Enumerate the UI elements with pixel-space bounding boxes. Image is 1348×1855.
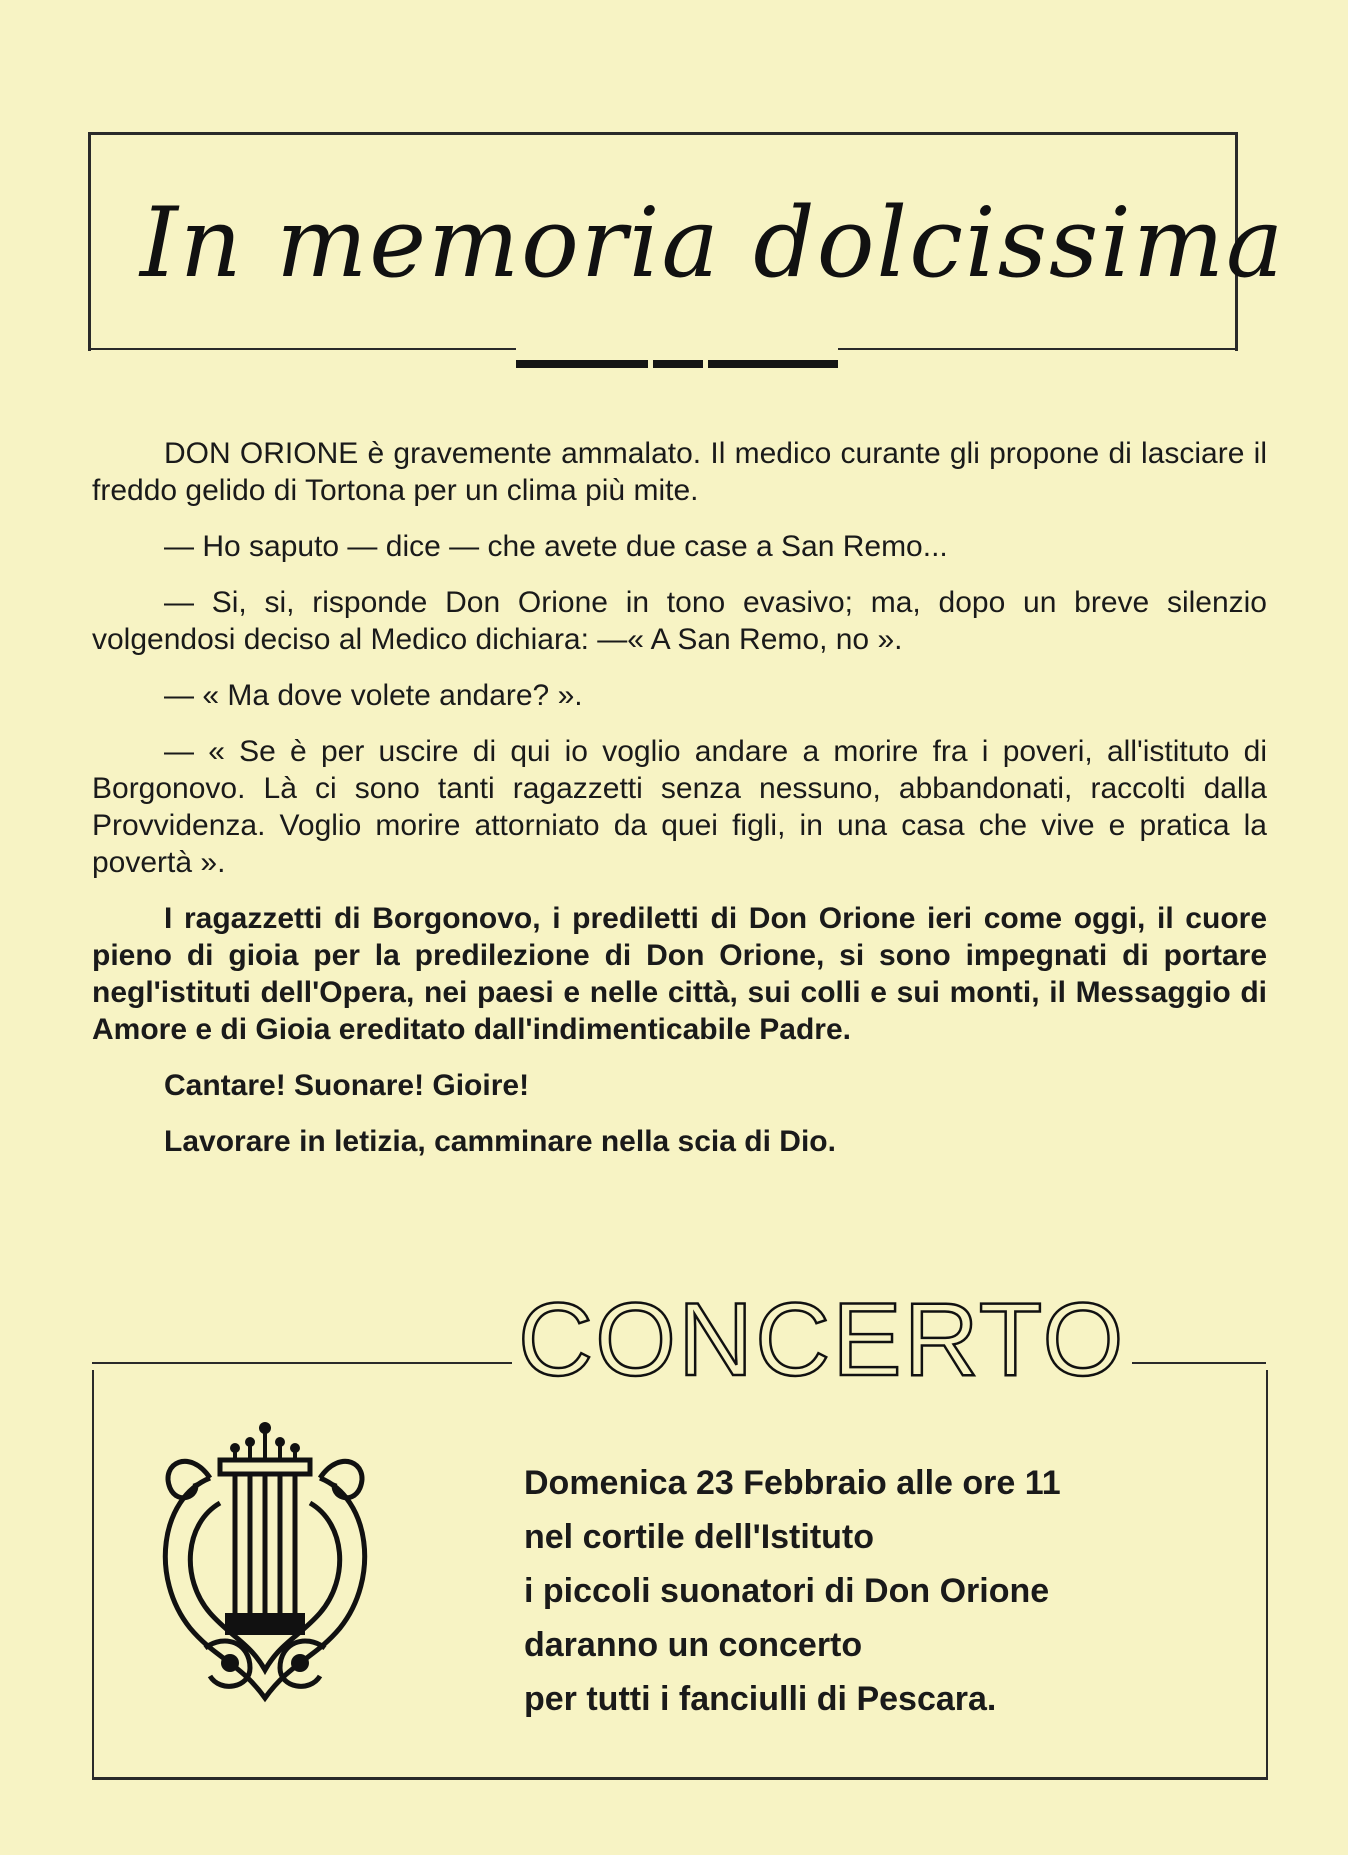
concerto-heading: CONCERTO: [518, 1282, 1126, 1398]
concerto-announcement: [524, 1456, 1244, 1726]
concerto-rule-right: [1132, 1362, 1266, 1364]
announcement-line: Domenica 23 Febbraio alle ore 11: [524, 1464, 1061, 1502]
paragraph: DON ORIONE è gravemente ammalato. Il medico curante gli propone di lasciare il freddo gelido di Tortona per un clima più mite.: [92, 437, 1267, 507]
concerto-rule-left: [92, 1362, 512, 1364]
announcement-line: nel cortile dell'Istituto: [524, 1518, 875, 1556]
announcement-line: i piccoli suonatori di Don Orione: [524, 1572, 1050, 1610]
title-underline: [516, 360, 838, 368]
announcement-line: per tutti i fanciulli di Pescara.: [524, 1680, 997, 1718]
article-body: [92, 435, 1267, 1179]
title-rule-right: [838, 348, 1238, 350]
paragraph: — Ho saputo — dice — che avete due case a San Remo...: [164, 530, 948, 563]
lyre-icon: [150, 1408, 380, 1708]
paragraph: — « Se è per uscire di qui io voglio andare a morire fra i poveri, all'istituto di Borgonovo. Là ci sono tanti ragazzetti senza nessuno, abbandonati, raccolti dalla Provvidenza. Voglio morire attorniato da quei figli, in una casa che vive e pratica la povertà ».: [92, 735, 1267, 879]
paragraph-bold: Cantare! Suonare! Gioire!: [164, 1069, 530, 1102]
paragraph: — « Ma dove volete andare? ».: [164, 679, 583, 712]
paragraph: — Si, si, risponde Don Orione in tono evasivo; ma, dopo un breve silenzio volgendosi deciso al Medico dichiara: —« A San Remo, no ».: [92, 586, 1267, 656]
title-rule-left: [88, 348, 516, 350]
page-title: In memoria dolcissima: [140, 187, 1286, 299]
paragraph-bold: I ragazzetti di Borgonovo, i prediletti di Don Orione ieri come oggi, il cuore pieno di gioia per la predilezione di Don Orione, si sono impegnati di portare negl'istituti dell'Opera, nei paesi e nelle città, sui colli e sui monti, il Messaggio di Amore e di Gioia ereditato dall'indimenticabile Padre.: [92, 902, 1267, 1046]
paragraph-bold: Lavorare in letizia, camminare nella scia di Dio.: [164, 1125, 836, 1158]
announcement-line: daranno un concerto: [524, 1626, 863, 1664]
